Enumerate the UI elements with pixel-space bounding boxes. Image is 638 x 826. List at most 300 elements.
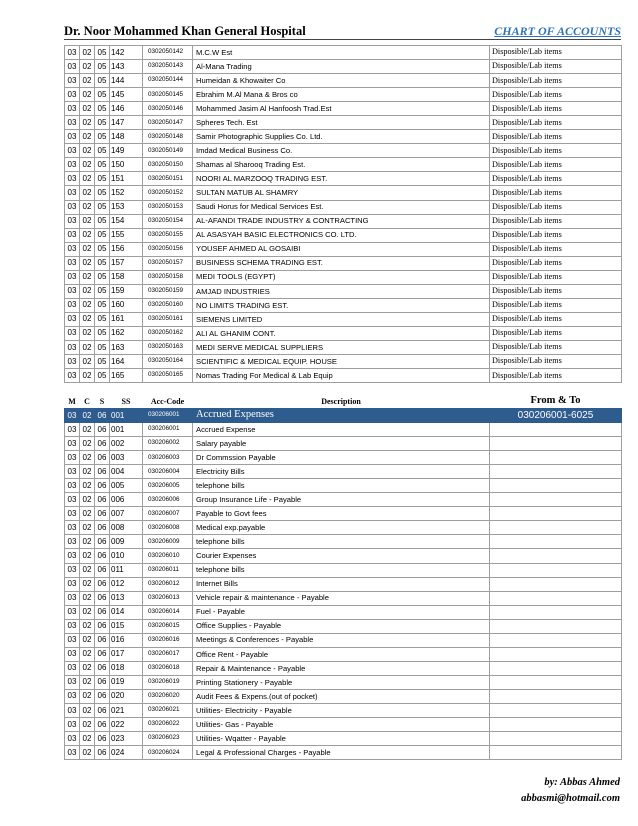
- cell-m: 03: [65, 172, 80, 186]
- cell-description: Printing Stationery - Payable: [193, 675, 490, 689]
- cell-acc-code: 030206006: [143, 493, 193, 507]
- cell-description: Group Insurance Life - Payable: [193, 493, 490, 507]
- cell-ss: 015: [110, 619, 143, 633]
- cell-s: 05: [95, 340, 110, 354]
- cell-s: 06: [95, 732, 110, 746]
- cell-ss: 145: [110, 88, 143, 102]
- cell-ss: 020: [110, 689, 143, 703]
- cell-m: 03: [65, 326, 80, 340]
- cell-ss: 019: [110, 675, 143, 689]
- cell-acc-code: 030206019: [143, 675, 193, 689]
- cell-ss: 016: [110, 633, 143, 647]
- header-divider: [64, 39, 621, 40]
- cell-s: 05: [95, 158, 110, 172]
- cell-s: 06: [95, 605, 110, 619]
- cell-m: 03: [65, 256, 80, 270]
- cell-m: 03: [65, 577, 80, 591]
- cell-c: 02: [80, 605, 95, 619]
- cell-description: BUSINESS SCHEMA TRADING EST.: [193, 256, 490, 270]
- cell-ss: 001: [110, 423, 143, 437]
- cell-s: 06: [95, 619, 110, 633]
- cell-ss: 004: [110, 465, 143, 479]
- cell-from-to: Disposible/Lab items: [490, 200, 622, 214]
- cell-from-to: Disposible/Lab items: [490, 312, 622, 326]
- cell-ss: 147: [110, 116, 143, 130]
- cell-c: 02: [80, 242, 95, 256]
- table-row: [65, 116, 622, 130]
- table-row: [65, 535, 622, 549]
- cell-from-to: [490, 647, 622, 661]
- cell-acc-code: 030206007: [143, 507, 193, 521]
- cell-c: 02: [80, 186, 95, 200]
- cell-ss: 003: [110, 451, 143, 465]
- cell-ss: 143: [110, 60, 143, 74]
- table-row: [65, 88, 622, 102]
- cell-from-to: [490, 577, 622, 591]
- cell-m: 03: [65, 270, 80, 284]
- cell-m: 03: [65, 116, 80, 130]
- cell-acc-code: 0302050142: [143, 46, 193, 60]
- cell-m: 03: [65, 605, 80, 619]
- cell-acc-code: 030206016: [143, 633, 193, 647]
- cell-description: NOORI AL MARZOOQ TRADING EST.: [193, 172, 490, 186]
- cell-acc-code: 030206005: [143, 479, 193, 493]
- cell-acc-code: 030206013: [143, 591, 193, 605]
- table-row: [65, 718, 622, 732]
- cell-c: 02: [80, 284, 95, 298]
- cell-s: 05: [95, 256, 110, 270]
- cell-acc-code: 030206002: [143, 437, 193, 451]
- cell-ss: 008: [110, 521, 143, 535]
- table-row: [65, 451, 622, 465]
- cell-c: 02: [80, 732, 95, 746]
- cell-description: Utilities- Gas - Payable: [193, 718, 490, 732]
- cell-ss: 142: [110, 46, 143, 60]
- col-header-m: M: [68, 396, 76, 406]
- cell-from-to: [490, 507, 622, 521]
- cell-acc-code: 030206024: [143, 746, 193, 760]
- footer-email: abbasmi@hotmail.com: [521, 793, 620, 804]
- cell-c: 02: [80, 144, 95, 158]
- cell-c: 02: [80, 577, 95, 591]
- cell-ss: 160: [110, 298, 143, 312]
- cell-ss: 148: [110, 130, 143, 144]
- cell-m: 03: [65, 102, 80, 116]
- table-row: [65, 591, 622, 605]
- cell-description: Office Rent - Payable: [193, 647, 490, 661]
- table-row: [65, 60, 622, 74]
- cell-m: 03: [65, 158, 80, 172]
- cell-m: 03: [65, 437, 80, 451]
- cell-from-to: [490, 689, 622, 703]
- cell-acc-code: 030206023: [143, 732, 193, 746]
- cell-from-to: Disposible/Lab items: [490, 214, 622, 228]
- cell-acc-code: 0302050163: [143, 340, 193, 354]
- cell-description: SULTAN MATUB AL SHAMRY: [193, 186, 490, 200]
- cell-description: Spheres Tech. Est: [193, 116, 490, 130]
- cell-c: 02: [80, 619, 95, 633]
- table-row: [65, 732, 622, 746]
- table-row: [65, 270, 622, 284]
- accrued-expenses-table: [64, 395, 622, 760]
- cell-s: 06: [95, 465, 110, 479]
- cell-m: 03: [65, 284, 80, 298]
- cell-s: 05: [95, 242, 110, 256]
- cell-acc-code: 0302050146: [143, 102, 193, 116]
- cell-m: 03: [65, 619, 80, 633]
- cell-m: 03: [65, 746, 80, 760]
- cell-m: 03: [65, 60, 80, 74]
- cell-from-to: Disposible/Lab items: [490, 369, 622, 383]
- cell-s: 05: [95, 172, 110, 186]
- cell-c: 02: [80, 326, 95, 340]
- cell-m: 03: [65, 465, 80, 479]
- cell-acc-code: 0302050143: [143, 60, 193, 74]
- cell-ss: 152: [110, 186, 143, 200]
- cell-s: 06: [95, 437, 110, 451]
- cell-from-to: Disposible/Lab items: [490, 326, 622, 340]
- cell-from-to: Disposible/Lab items: [490, 144, 622, 158]
- cell-c: 02: [80, 46, 95, 60]
- cell-acc-code: 0302050160: [143, 298, 193, 312]
- cell-m: 03: [65, 228, 80, 242]
- cell-description: MEDI SERVE MEDICAL SUPPLIERS: [193, 340, 490, 354]
- cell-from-to: Disposible/Lab items: [490, 270, 622, 284]
- cell-from-to: Disposible/Lab items: [490, 116, 622, 130]
- cell-m: 03: [65, 298, 80, 312]
- cell-ss: 023: [110, 732, 143, 746]
- table-row: [65, 577, 622, 591]
- cell-acc-code: 030206011: [143, 563, 193, 577]
- cell-c: 02: [80, 633, 95, 647]
- cell-s: 05: [95, 200, 110, 214]
- cell-from-to: [490, 479, 622, 493]
- cell-m: 03: [65, 718, 80, 732]
- cell-c: 02: [80, 214, 95, 228]
- cell-ss: 005: [110, 479, 143, 493]
- cell-acc-code: 030206018: [143, 661, 193, 675]
- cell-from-to: [490, 563, 622, 577]
- cell-s: 06: [95, 577, 110, 591]
- cell-from-to: Disposible/Lab items: [490, 298, 622, 312]
- cell-c: 02: [80, 563, 95, 577]
- cell-acc-code: 0302050161: [143, 312, 193, 326]
- cell-description: Nomas Trading For Medical & Lab Equip: [193, 369, 490, 383]
- cell-description: SIEMENS LIMITED: [193, 312, 490, 326]
- cell-from-to: Disposible/Lab items: [490, 284, 622, 298]
- cell-s: 05: [95, 186, 110, 200]
- cell-from-to: [490, 493, 622, 507]
- cell-m: 03: [65, 340, 80, 354]
- cell-m: 03: [65, 46, 80, 60]
- cell-ss: 157: [110, 256, 143, 270]
- cell-c: 02: [80, 661, 95, 675]
- cell-ss: 012: [110, 577, 143, 591]
- table-row: [65, 214, 622, 228]
- cell-description: AMJAD INDUSTRIES: [193, 284, 490, 298]
- cell-c: 02: [80, 746, 95, 760]
- col-header-from-to: From & To: [530, 395, 581, 407]
- cell-m: 03: [65, 200, 80, 214]
- cell-from-to: Disposible/Lab items: [490, 355, 622, 369]
- cell-s: 05: [95, 214, 110, 228]
- cell-m: 03: [65, 563, 80, 577]
- table-row: [65, 689, 622, 703]
- table-row: [65, 465, 622, 479]
- cell-m: 03: [65, 451, 80, 465]
- cell-ss: 155: [110, 228, 143, 242]
- cell-from-to: Disposible/Lab items: [490, 46, 622, 60]
- cell-ss: 163: [110, 340, 143, 354]
- cell-acc-code: 030206001: [143, 409, 193, 423]
- cell-ss: 158: [110, 270, 143, 284]
- cell-description: Utilities- Electricity - Payable: [193, 703, 490, 717]
- cell-acc-code: 0302050162: [143, 326, 193, 340]
- table-row: [65, 633, 622, 647]
- table-row: [65, 549, 622, 563]
- cell-c: 02: [80, 228, 95, 242]
- cell-description: Meetings & Conferences - Payable: [193, 633, 490, 647]
- cell-m: 03: [65, 479, 80, 493]
- cell-acc-code: 0302050164: [143, 355, 193, 369]
- table-row: [65, 675, 622, 689]
- cell-acc-code: 030206001: [143, 423, 193, 437]
- cell-c: 02: [80, 102, 95, 116]
- cell-m: 03: [65, 144, 80, 158]
- cell-c: 02: [80, 535, 95, 549]
- cell-from-to: [490, 465, 622, 479]
- cell-description: Accrued Expense: [193, 423, 490, 437]
- cell-s: 05: [95, 74, 110, 88]
- cell-ss: 153: [110, 200, 143, 214]
- cell-acc-code: 030206014: [143, 605, 193, 619]
- group-row-accrued-expenses: [65, 409, 622, 423]
- cell-from-to: [490, 605, 622, 619]
- cell-description: Saudi Horus for Medical Services Est.: [193, 200, 490, 214]
- cell-c: 02: [80, 675, 95, 689]
- cell-description: Utilities- Wqatter - Payable: [193, 732, 490, 746]
- table-row: [65, 703, 622, 717]
- cell-m: 03: [65, 242, 80, 256]
- cell-acc-code: 0302050155: [143, 228, 193, 242]
- cell-acc-code: 0302050147: [143, 116, 193, 130]
- cell-acc-code: 030206020: [143, 689, 193, 703]
- cell-from-to: [490, 535, 622, 549]
- cell-c: 02: [80, 521, 95, 535]
- cell-m: 03: [65, 703, 80, 717]
- cell-description: AL-AFANDI TRADE INDUSTRY & CONTRACTING: [193, 214, 490, 228]
- cell-ss: 022: [110, 718, 143, 732]
- cell-c: 02: [80, 88, 95, 102]
- cell-from-to: Disposible/Lab items: [490, 186, 622, 200]
- cell-from-to: Disposible/Lab items: [490, 60, 622, 74]
- cell-m: 03: [65, 549, 80, 563]
- cell-s: 05: [95, 88, 110, 102]
- cell-c: 02: [80, 549, 95, 563]
- cell-ss: 150: [110, 158, 143, 172]
- cell-s: 06: [95, 563, 110, 577]
- cell-m: 03: [65, 369, 80, 383]
- cell-ss: 161: [110, 312, 143, 326]
- table-row: [65, 46, 622, 60]
- cell-s: 05: [95, 270, 110, 284]
- cell-m: 03: [65, 689, 80, 703]
- table-row: [65, 423, 622, 437]
- cell-from-to: [490, 732, 622, 746]
- cell-c: 02: [80, 256, 95, 270]
- cell-from-to: Disposible/Lab items: [490, 74, 622, 88]
- cell-from-to: [490, 619, 622, 633]
- table-row: [65, 647, 622, 661]
- cell-m: 03: [65, 355, 80, 369]
- cell-s: 06: [95, 451, 110, 465]
- cell-from-to: Disposible/Lab items: [490, 130, 622, 144]
- cell-s: 05: [95, 130, 110, 144]
- table-row: [65, 605, 622, 619]
- cell-s: 06: [95, 718, 110, 732]
- cell-c: 02: [80, 718, 95, 732]
- cell-c: 02: [80, 591, 95, 605]
- cell-acc-code: 030206017: [143, 647, 193, 661]
- cell-acc-code: 0302050157: [143, 256, 193, 270]
- cell-m: 03: [65, 675, 80, 689]
- cell-description: Repair & Maintenance - Payable: [193, 661, 490, 675]
- cell-acc-code: 030206003: [143, 451, 193, 465]
- cell-from-to: [490, 703, 622, 717]
- cell-c: 02: [80, 689, 95, 703]
- cell-description: ALI AL GHANIM CONT.: [193, 326, 490, 340]
- cell-c: 02: [80, 703, 95, 717]
- cell-m: 03: [65, 521, 80, 535]
- cell-s: 06: [95, 479, 110, 493]
- cell-acc-code: 0302050152: [143, 186, 193, 200]
- table-row: [65, 521, 622, 535]
- cell-c: 02: [80, 409, 95, 423]
- table-row: [65, 746, 622, 760]
- cell-s: 05: [95, 116, 110, 130]
- cell-m: 03: [65, 214, 80, 228]
- cell-m: 03: [65, 633, 80, 647]
- table-row: [65, 479, 622, 493]
- cell-s: 05: [95, 102, 110, 116]
- col-header-s: S: [99, 396, 105, 406]
- cell-acc-code: 0302050144: [143, 74, 193, 88]
- cell-description: AL ASASYAH BASIC ELECTRONICS CO. LTD.: [193, 228, 490, 242]
- table-row: [65, 242, 622, 256]
- footer-author: by: Abbas Ahmed: [544, 777, 620, 788]
- cell-acc-code: 030206009: [143, 535, 193, 549]
- cell-s: 06: [95, 675, 110, 689]
- cell-description: Ebrahim M.Al Mana & Bros co: [193, 88, 490, 102]
- cell-ss: 146: [110, 102, 143, 116]
- cell-description: telephone bills: [193, 479, 490, 493]
- cell-description: Shamas al Sharooq Trading Est.: [193, 158, 490, 172]
- table-row: [65, 507, 622, 521]
- cell-acc-code: 030206004: [143, 465, 193, 479]
- table-row: [65, 200, 622, 214]
- cell-m: 03: [65, 535, 80, 549]
- cell-ss: 010: [110, 549, 143, 563]
- cell-from-to: [490, 746, 622, 760]
- cell-m: 03: [65, 186, 80, 200]
- cell-m: 03: [65, 661, 80, 675]
- cell-s: 06: [95, 535, 110, 549]
- cell-acc-code: 030206008: [143, 521, 193, 535]
- cell-from-to: [490, 451, 622, 465]
- cell-description: Vehicle repair & maintenance - Payable: [193, 591, 490, 605]
- cell-c: 02: [80, 312, 95, 326]
- cell-ss: 007: [110, 507, 143, 521]
- cell-ss: 164: [110, 355, 143, 369]
- table-row: [65, 369, 622, 383]
- cell-m: 03: [65, 732, 80, 746]
- cell-acc-code: 030206021: [143, 703, 193, 717]
- cell-acc-code: 0302050165: [143, 369, 193, 383]
- cell-m: 03: [65, 312, 80, 326]
- cell-description: Mohammed Jasim Al Hanfoosh Trad.Est: [193, 102, 490, 116]
- cell-acc-code: 0302050159: [143, 284, 193, 298]
- cell-s: 06: [95, 507, 110, 521]
- cell-s: 05: [95, 355, 110, 369]
- table-row: [65, 355, 622, 369]
- table-row: [65, 661, 622, 675]
- cell-acc-code: 030206015: [143, 619, 193, 633]
- cell-m: 03: [65, 409, 80, 423]
- cell-from-to: [490, 549, 622, 563]
- cell-acc-code: 0302050154: [143, 214, 193, 228]
- cell-m: 03: [65, 423, 80, 437]
- document-title: Dr. Noor Mohammed Khan General Hospital: [64, 24, 306, 38]
- cell-s: 06: [95, 423, 110, 437]
- table-row: [65, 144, 622, 158]
- cell-acc-code: 030206012: [143, 577, 193, 591]
- col-header-description: Description: [321, 396, 361, 406]
- cell-c: 02: [80, 298, 95, 312]
- cell-s: 06: [95, 633, 110, 647]
- cell-m: 03: [65, 647, 80, 661]
- cell-c: 02: [80, 479, 95, 493]
- cell-s: 06: [95, 746, 110, 760]
- cell-s: 05: [95, 228, 110, 242]
- cell-ss: 014: [110, 605, 143, 619]
- cell-ss: 149: [110, 144, 143, 158]
- cell-acc-code: 0302050158: [143, 270, 193, 284]
- cell-s: 05: [95, 284, 110, 298]
- cell-c: 02: [80, 130, 95, 144]
- cell-c: 02: [80, 437, 95, 451]
- cell-ss: 011: [110, 563, 143, 577]
- cell-c: 02: [80, 493, 95, 507]
- cell-description: NO LIMITS TRADING EST.: [193, 298, 490, 312]
- cell-ss: 021: [110, 703, 143, 717]
- cell-from-to: Disposible/Lab items: [490, 172, 622, 186]
- cell-ss: 144: [110, 74, 143, 88]
- cell-c: 02: [80, 200, 95, 214]
- cell-description: Dr Commssion Payable: [193, 451, 490, 465]
- cell-s: 06: [95, 703, 110, 717]
- cell-from-to: [490, 633, 622, 647]
- cell-s: 05: [95, 144, 110, 158]
- cell-description: Audit Fees & Expens.(out of pocket): [193, 689, 490, 703]
- cell-ss: 159: [110, 284, 143, 298]
- cell-ss: 162: [110, 326, 143, 340]
- cell-m: 03: [65, 88, 80, 102]
- cell-s: 05: [95, 46, 110, 60]
- cell-s: 06: [95, 409, 110, 423]
- cell-description: Internet Bills: [193, 577, 490, 591]
- col-header-acc-code: Acc-Code: [150, 396, 185, 406]
- cell-ss: 165: [110, 369, 143, 383]
